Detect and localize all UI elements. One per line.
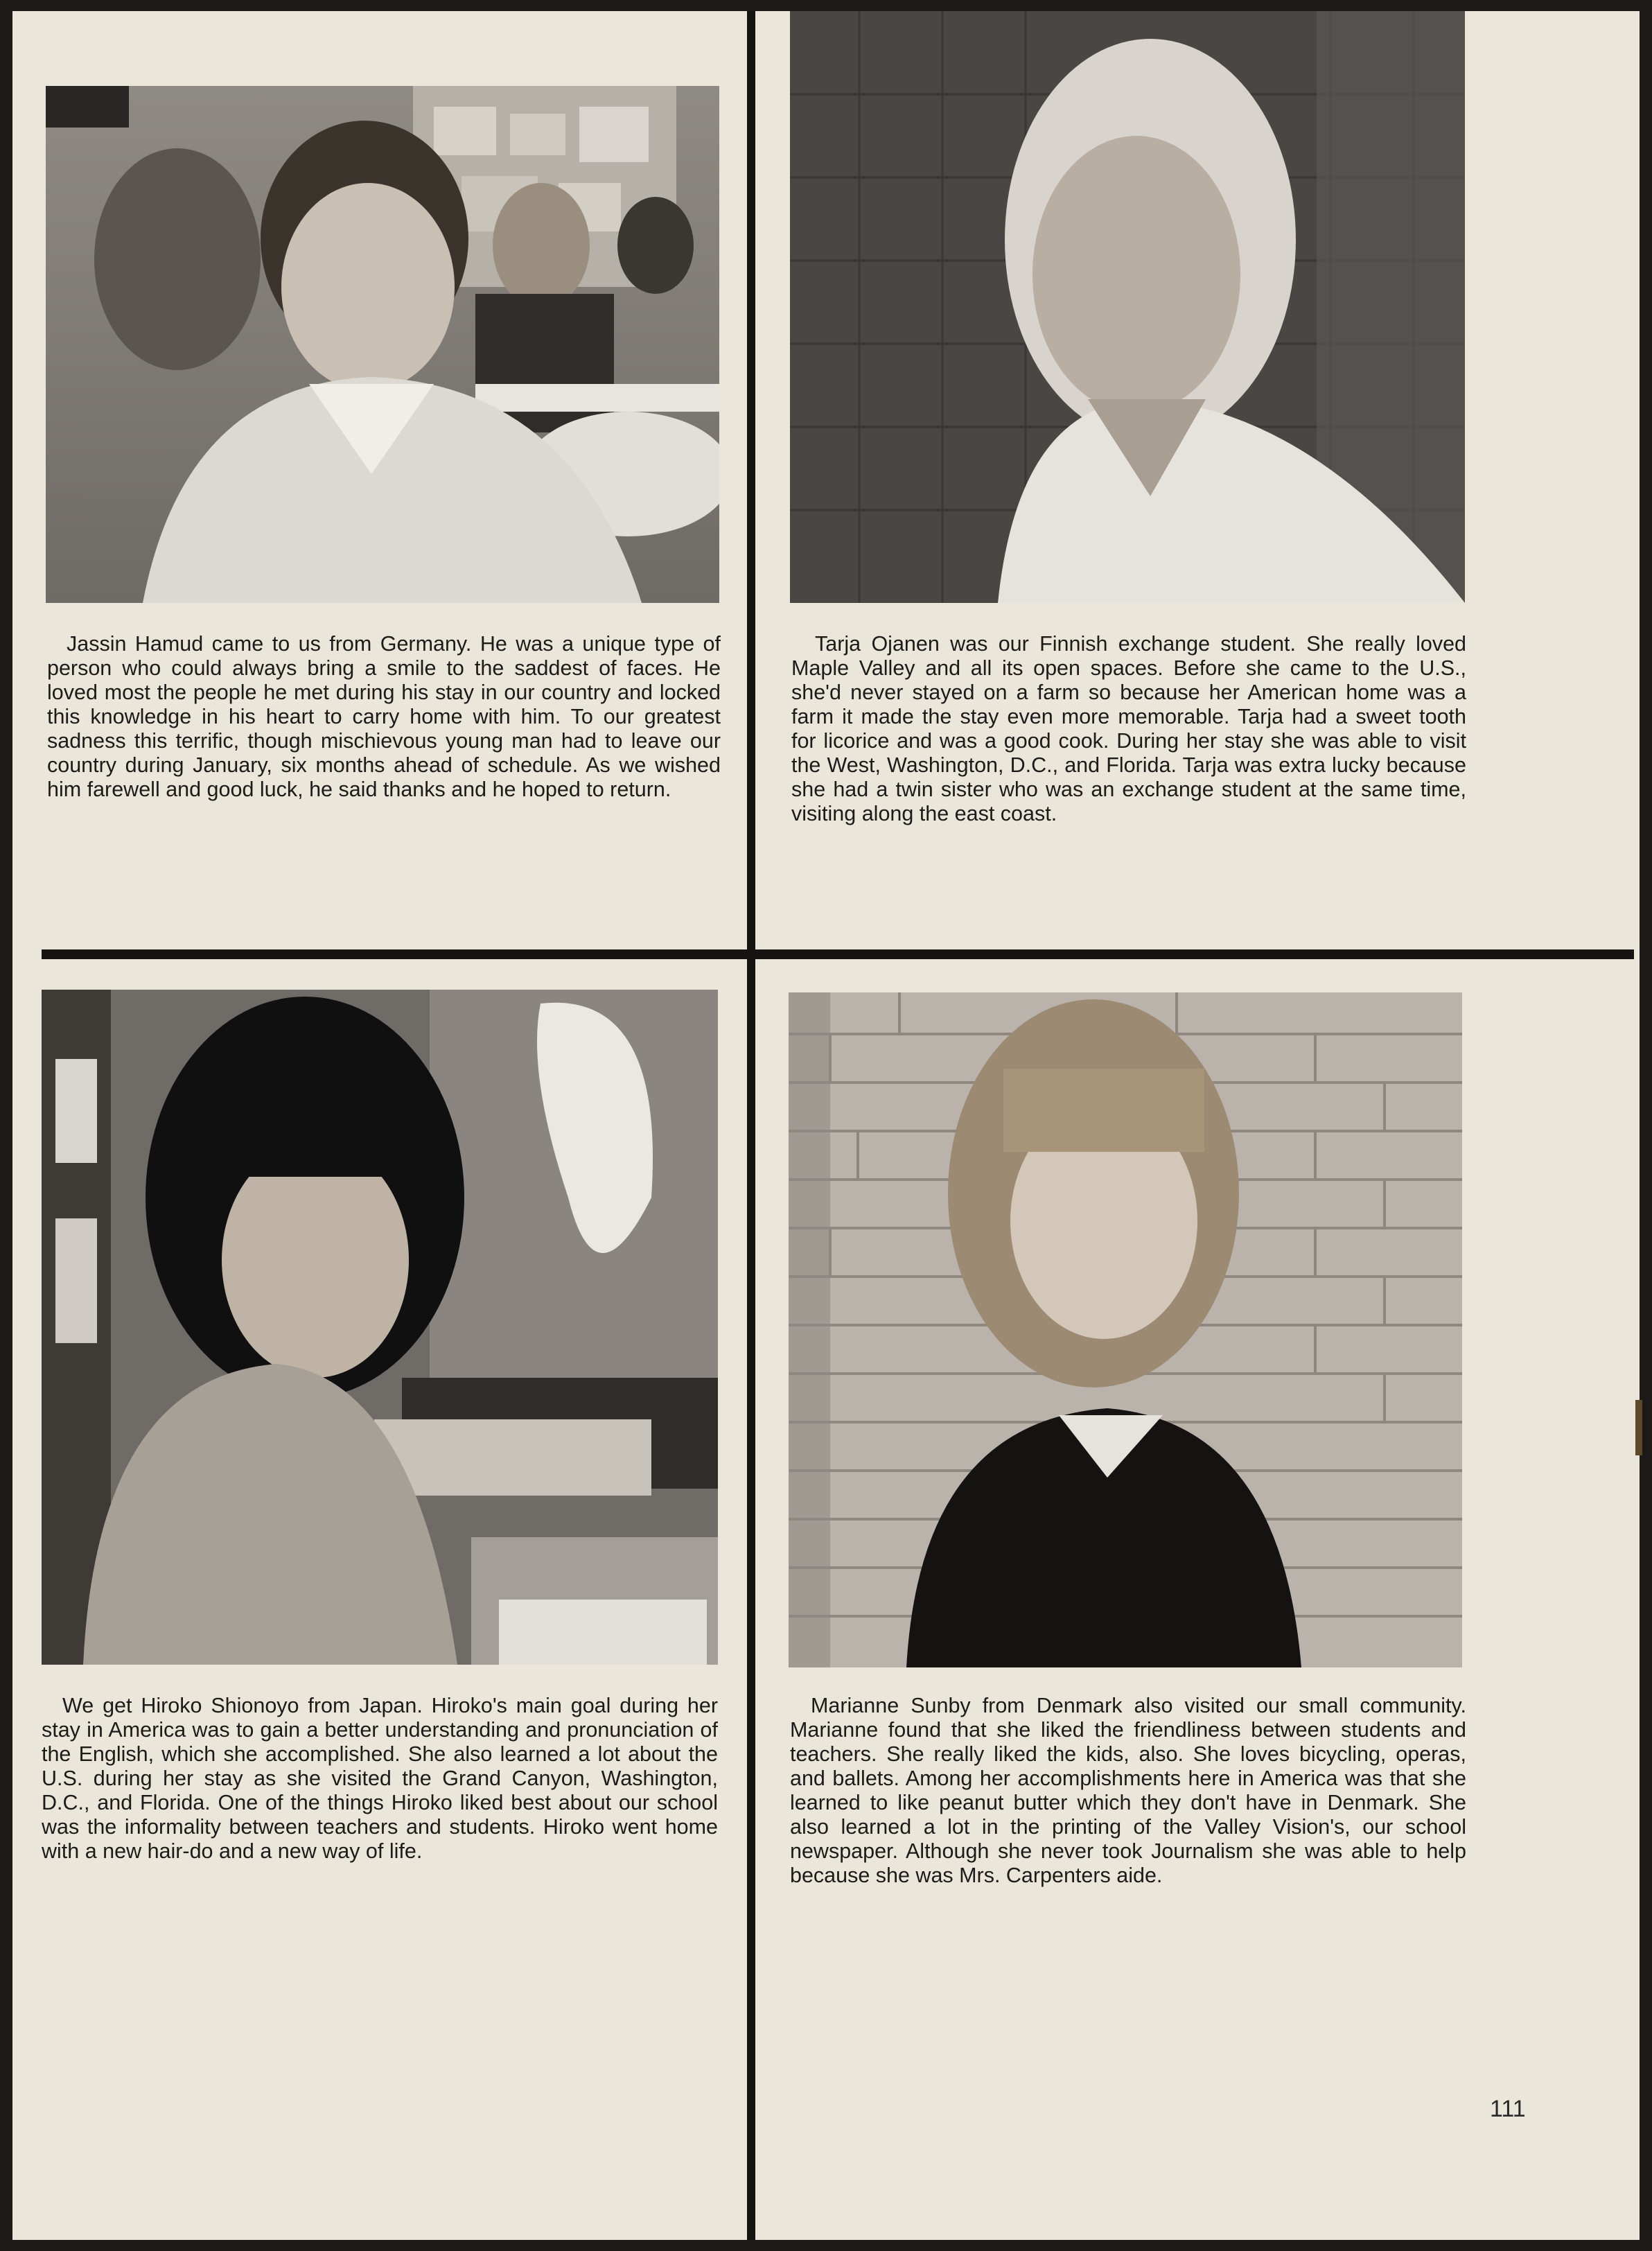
photo-tarja-ojanen <box>790 11 1465 603</box>
page-edge-tab <box>1635 1400 1642 1455</box>
caption-marianne-sunby: Marianne Sunby from Denmark also visited our small community. Marianne found that she liked the friendliness between students and teachers. She really liked the kids, also. She loves bicycling, operas, and ballets. Among her accomplishments here in America was that she learned to like peanut butter which they don't have in Denmark. She also learned a lot in the printing of the Valley Vision's, our school newspaper. Although she never took Journalism she was able to help because she was Mrs. Carpenters aide. <box>790 1694 1466 1887</box>
photo-jassin-hamud <box>46 86 719 603</box>
page-border-left <box>0 0 12 2251</box>
photo-tarja-art <box>790 11 1465 603</box>
page-border-top <box>0 0 1652 11</box>
page-border-bottom <box>0 2240 1652 2251</box>
photo-hiroko-art <box>42 990 718 1665</box>
page-number: 111 <box>1490 2096 1526 2122</box>
caption-jassin-hamud: Jassin Hamud came to us from Germany. He was a unique type of person who could always bring a smile to the saddest of faces. He loved most the people he met during his stay in our country and locked this knowledge in his heart to carry home with him. To our greatest sadness this terrific, though mischievous young man had to leave our country during January, six months ahead of schedule. As we wished him farewell and good luck, he said thanks and he hoped to return. <box>47 632 721 801</box>
photo-marianne-art <box>789 992 1462 1667</box>
horizontal-divider <box>42 949 1634 959</box>
page-border-right <box>1640 0 1652 2251</box>
vertical-divider <box>747 11 755 2240</box>
photo-marianne-sunby <box>789 992 1462 1667</box>
caption-hiroko-shionoyo: We get Hiroko Shionoyo from Japan. Hiroko's main goal during her stay in America was to gain a better understanding and pronunciation of the English, which she accomplished. She also learned a lot about the U.S. during her stay as she visited the Grand Canyon, Washington, D.C., and Florida. One of the things Hiroko liked best about our school was the informality between teachers and students. Hiroko went home with a new hair-do and a new way of life. <box>42 1694 718 1863</box>
caption-tarja-ojanen: Tarja Ojanen was our Finnish exchange student. She really loved Maple Valley and all its open spaces. Before she came to the U.S., she'd never stayed on a farm so because her American home was a farm it made the stay even more memorable. Tarja had a sweet tooth for licorice and was a good cook. During her stay she was able to visit the West, Washington, D.C., and Florida. Tarja was extra lucky because she had a twin sister who was an exchange student at the same time, visiting along the east coast. <box>791 632 1466 825</box>
photo-hiroko-shionoyo <box>42 990 718 1665</box>
photo-jassin-art <box>46 86 719 603</box>
